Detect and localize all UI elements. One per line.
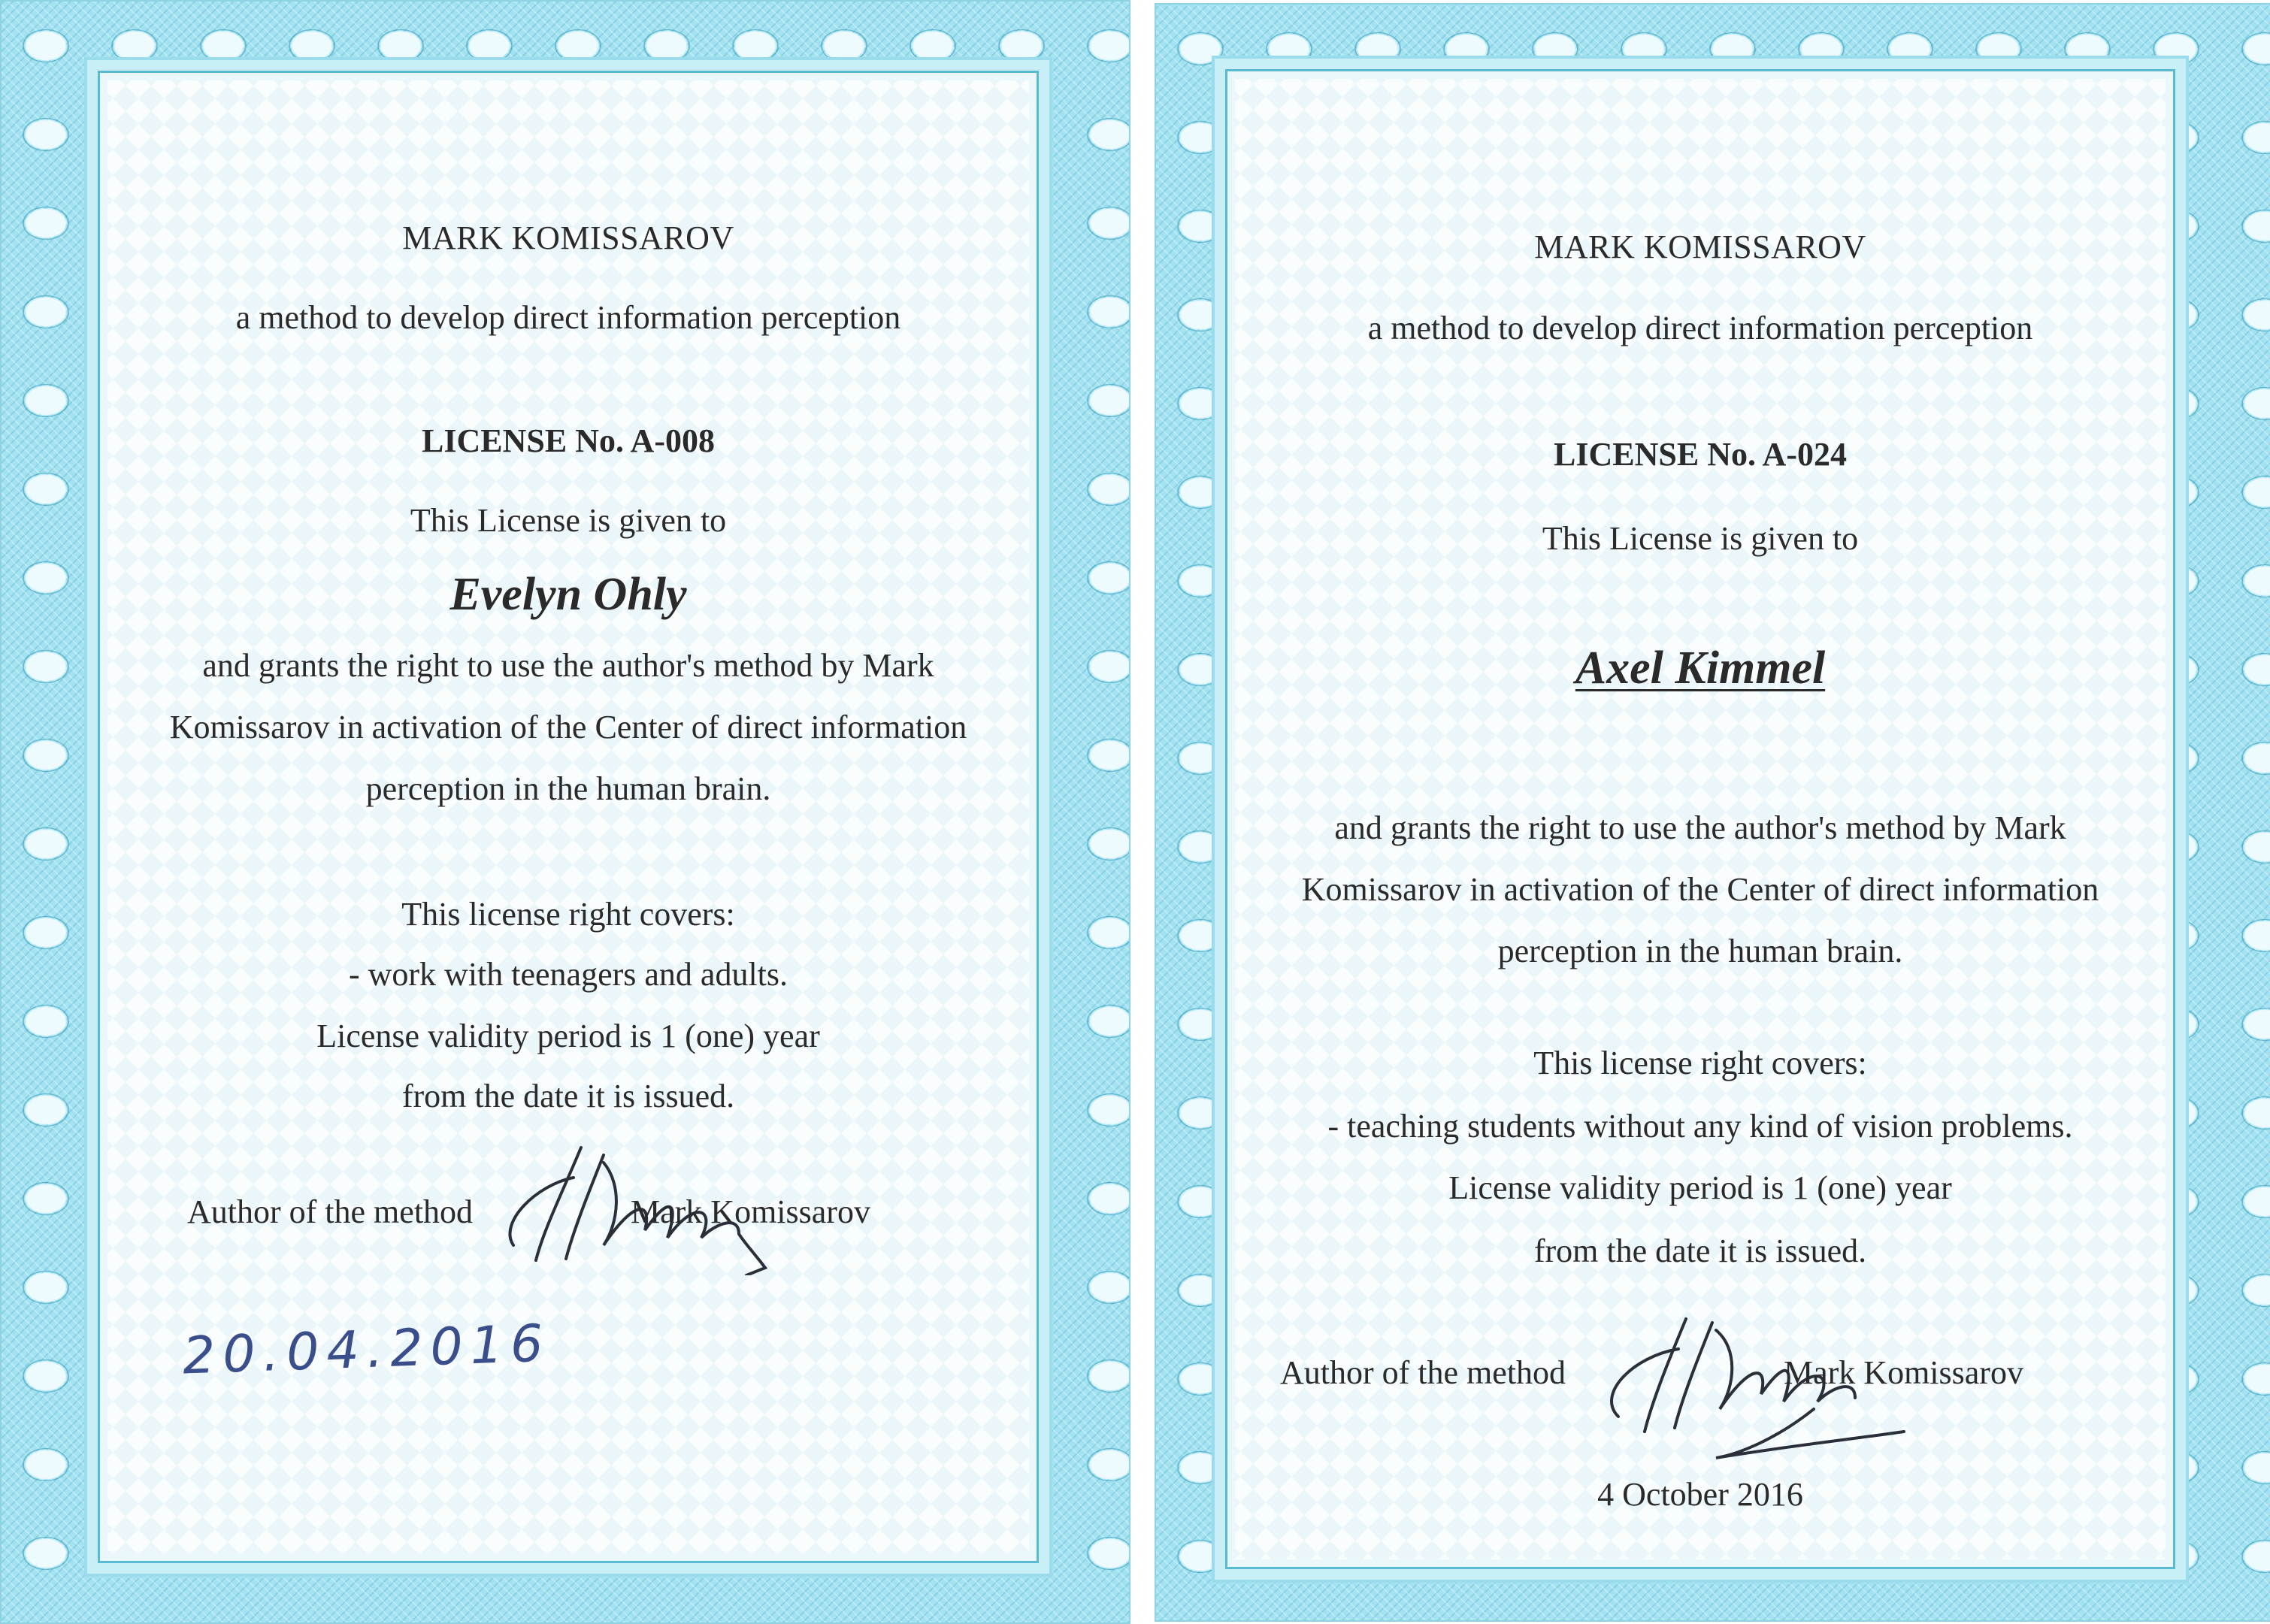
- grant-line-3: perception in the human brain.: [365, 770, 771, 807]
- covers-heading: This license right covers:: [1533, 1045, 1867, 1081]
- covers-item: - teaching students without any kind of vision problems.: [1327, 1108, 2073, 1145]
- license-certificate-a024: [1155, 3, 2270, 1622]
- license-certificate-a008: [0, 0, 1130, 1624]
- given-to-text: This License is given to: [1542, 520, 1859, 557]
- author-name: Mark Komissarov: [1784, 1354, 2023, 1391]
- author-label: Author of the method: [1280, 1354, 1566, 1391]
- certificate-header: MARK KOMISSAROV: [1534, 228, 1866, 265]
- issue-date: 4 October 2016: [1597, 1476, 1803, 1513]
- grant-line-2: Komissarov in activation of the Center of direct information: [1301, 871, 2099, 908]
- author-label: Author of the method: [187, 1193, 474, 1230]
- licensee-name: Evelyn Ohly: [449, 569, 687, 620]
- author-name: Mark Komissarov: [631, 1193, 870, 1230]
- license-number: LICENSE No. A-024: [1554, 436, 1847, 473]
- validity-line-1: License validity period is 1 (one) year: [316, 1018, 820, 1054]
- licensee-name: Axel Kimmel: [1575, 643, 1826, 694]
- certificate-paper: [1225, 69, 2175, 1569]
- grant-line-1: and grants the right to use the author's method by Mark: [1334, 809, 2066, 846]
- certificate-paper: [98, 71, 1039, 1563]
- validity-line-2: from the date it is issued.: [401, 1078, 735, 1114]
- grant-line-1: and grants the right to use the author's method by Mark: [202, 647, 934, 684]
- license-number: LICENSE No. A-008: [422, 422, 715, 459]
- covers-item: - work with teenagers and adults.: [348, 956, 788, 993]
- certificate-header: MARK KOMISSAROV: [402, 219, 734, 256]
- validity-line-2: from the date it is issued.: [1533, 1232, 1867, 1269]
- method-subtitle: a method to develop direct information perception: [235, 299, 901, 336]
- grant-line-2: Komissarov in activation of the Center of direct information: [169, 709, 967, 745]
- validity-line-1: License validity period is 1 (one) year: [1448, 1169, 1952, 1206]
- method-subtitle: a method to develop direct information perception: [1367, 310, 2033, 346]
- given-to-text: This License is given to: [410, 502, 727, 539]
- covers-heading: This license right covers:: [401, 896, 735, 933]
- handwritten-issue-date: 20.04.2016: [181, 1314, 552, 1387]
- grant-line-3: perception in the human brain.: [1497, 933, 1903, 969]
